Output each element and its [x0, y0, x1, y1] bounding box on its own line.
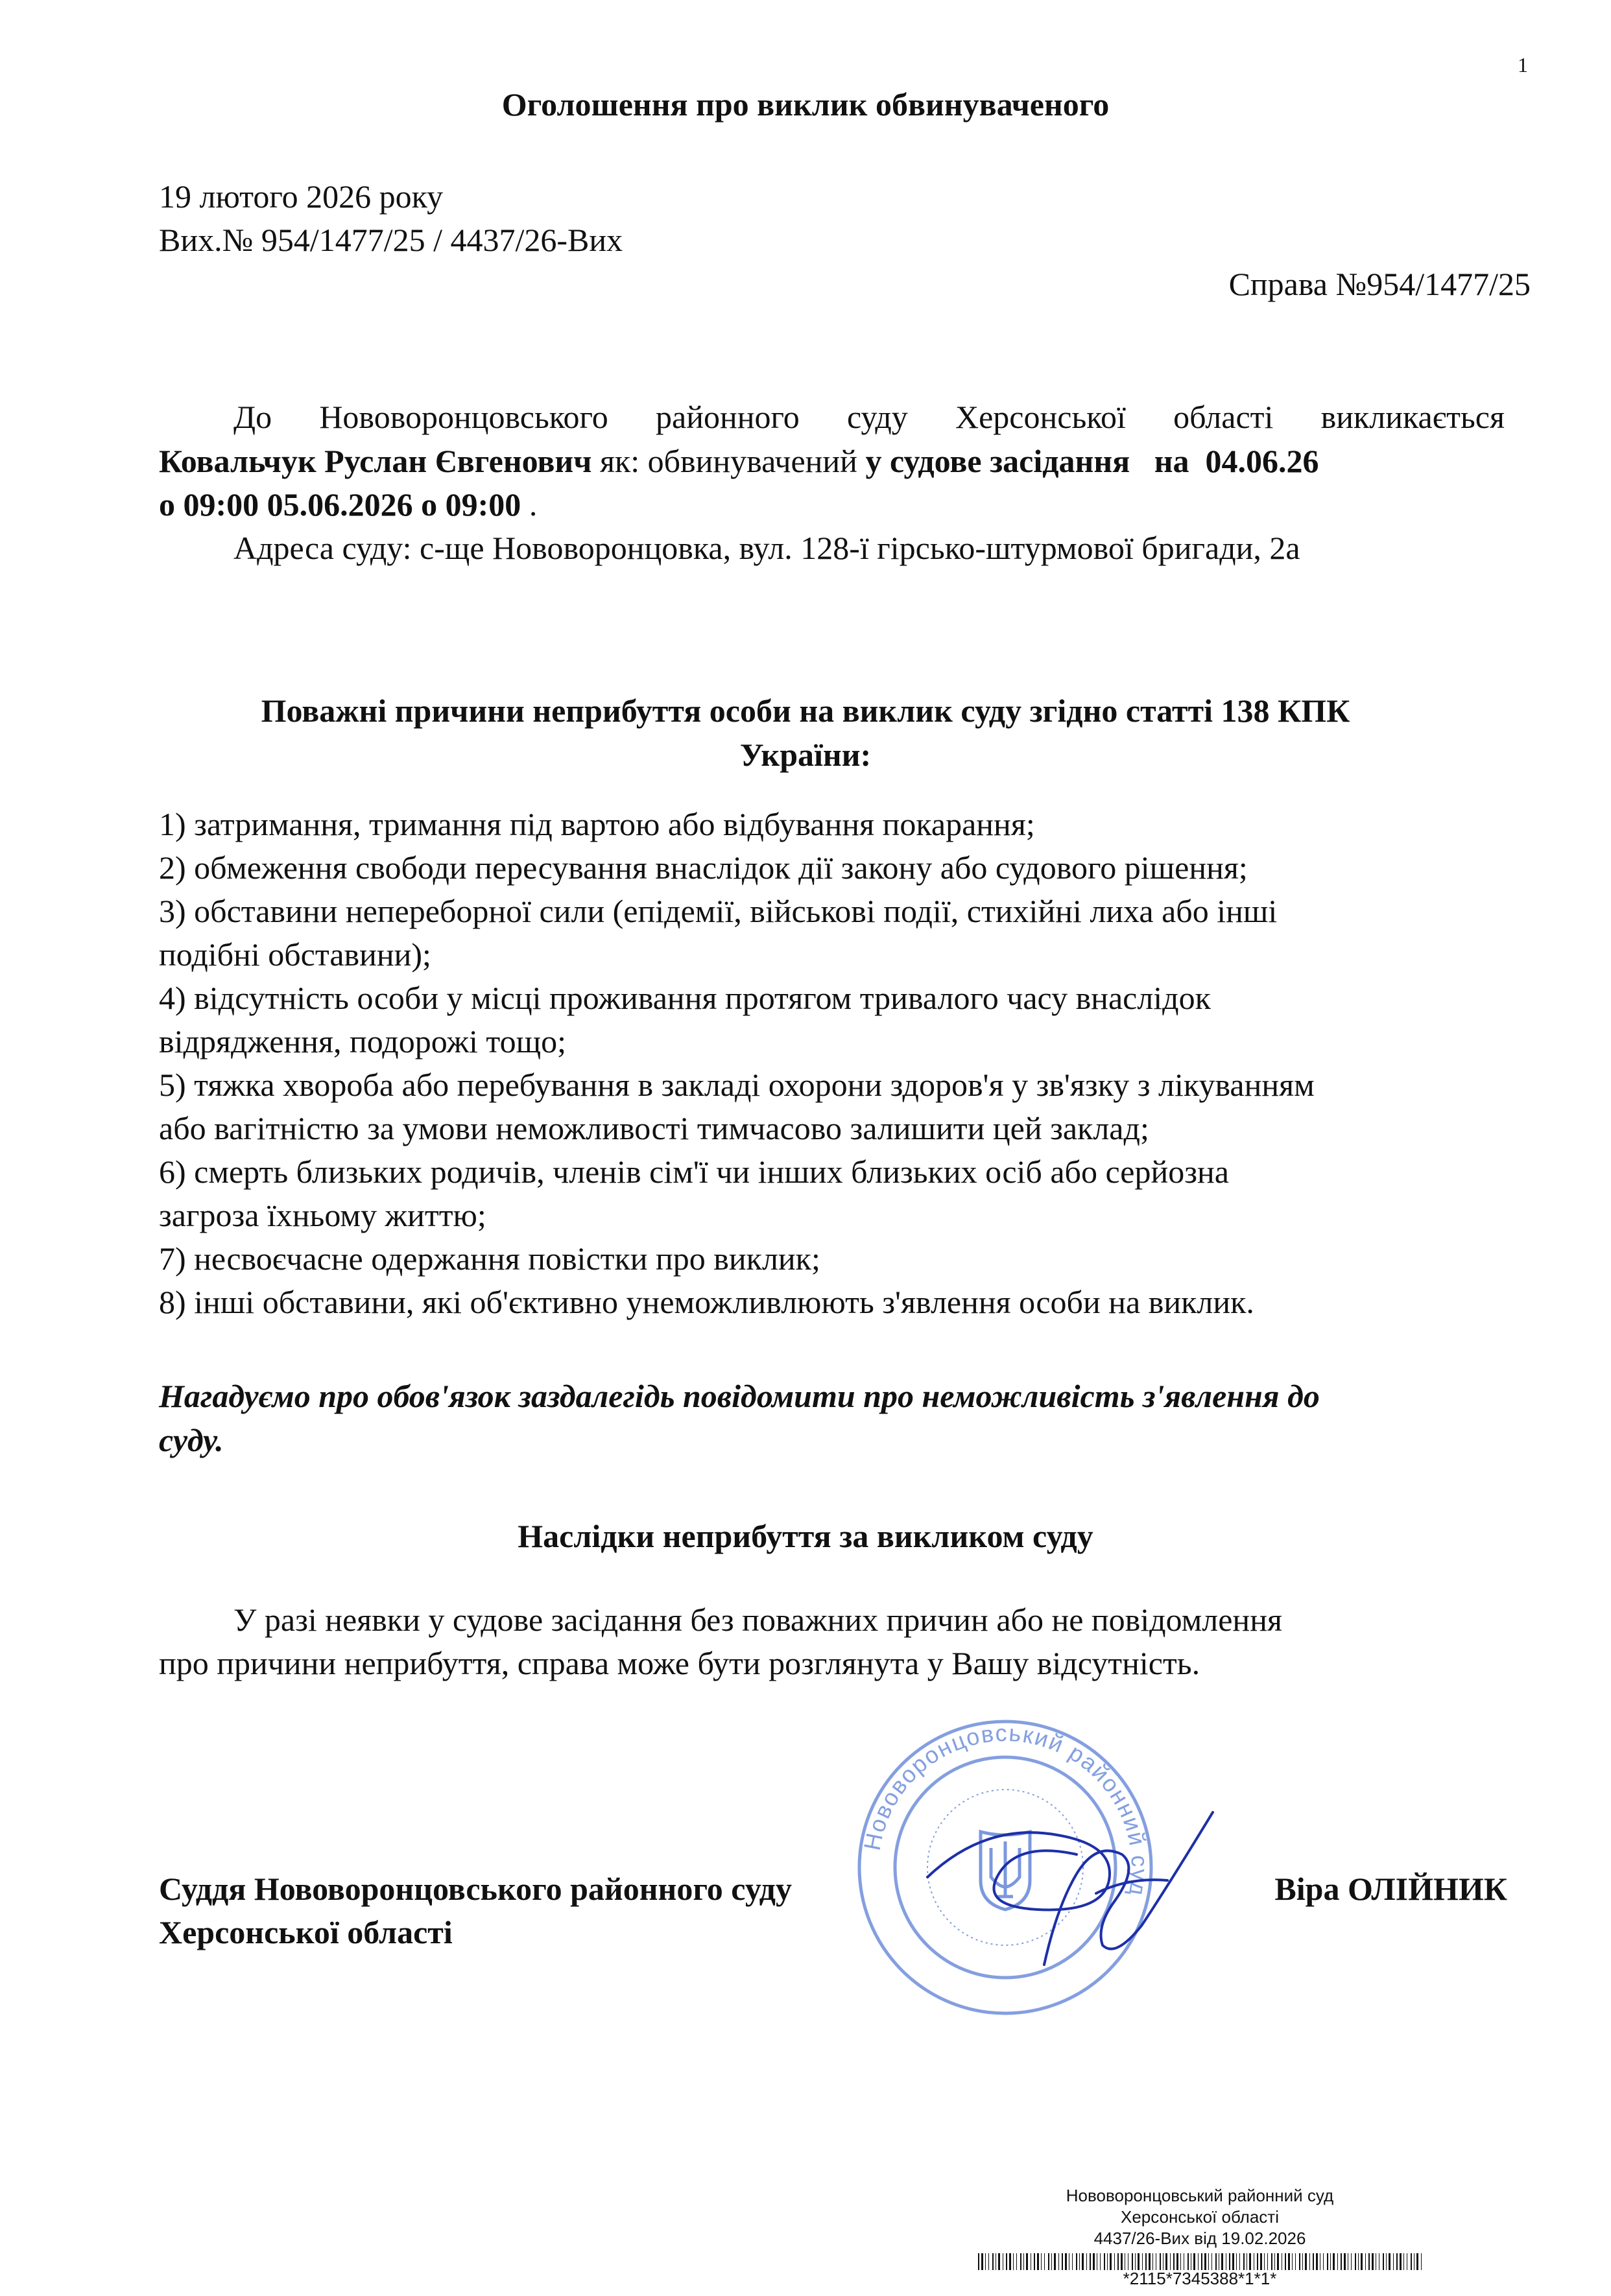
reason-line: подібні обставини);: [159, 936, 431, 973]
hearing-time: о 09:00 05.06.2026 о 09:00: [159, 486, 521, 523]
reason-line: відрядження, подорожі тощо;: [159, 1023, 567, 1059]
reason-line: 4) відсутність особи у місці проживання протягом тривалого часу внаслідок: [159, 980, 1211, 1016]
footer-registration: 4437/26-Вих від 19.02.2026: [1093, 2229, 1306, 2248]
stamp-text: Нововоронцовський районний суд: [858, 1719, 1154, 1899]
reason-line: або вагітністю за умови неможливості тимчасово залишити цей заклад;: [159, 1110, 1149, 1146]
summons-line-3: [159, 483, 537, 527]
reason-line: 7) несвоєчасне одержання повістки про виклик;: [159, 1240, 820, 1277]
summons-line-1: До Нововоронцовського районного суду Херсонської області викликається: [233, 399, 1505, 435]
outgoing-number: Вих.№ 954/1477/25 / 4437/26-Вих: [159, 222, 623, 258]
reminder-line-1: Нагадуємо про обов'язок заздалегідь повідомити про неможливість з'явлення до: [159, 1378, 1320, 1414]
judge-name: Віра ОЛІЙНИК: [1274, 1871, 1507, 1907]
consequences-line-1: У разі неявки у судове засідання без поважних причин або не повідомлення: [233, 1602, 1282, 1638]
judge-signature-icon: [908, 1764, 1232, 1984]
reason-line: 6) смерть близьких родичів, членів сім'ї чи інших близьких осіб або серйозна: [159, 1154, 1229, 1190]
hearing-time-end: .: [521, 486, 538, 523]
reason-line: загроза їхньому життю;: [159, 1197, 486, 1233]
reason-line: 1) затримання, тримання під вартою або відбування покарання;: [159, 806, 1035, 842]
judge-title-line-1: Суддя Нововоронцовського районного суду: [159, 1871, 792, 1907]
accused-role: як: обвинувачений: [591, 443, 866, 479]
accused-name: Ковальчук Руслан Євгенович: [159, 443, 592, 479]
document-date: 19 лютого 2026 року: [159, 178, 444, 215]
reason-line: 3) обставини непереборної сили (епідемії, військові події, стихійні лиха або інші: [159, 893, 1278, 929]
reason-line: 5) тяжка хвороба або перебування в закладі охорони здоров'я у зв'язку з лікуванням: [159, 1067, 1315, 1103]
hearing-date: у судове засідання на 04.06.26: [865, 443, 1319, 479]
case-number: Справа №954/1477/25: [1228, 266, 1531, 302]
footer-court-name: Нововоронцовський районний суд: [1066, 2186, 1334, 2205]
document-title: Оголошення про виклик обвинуваченого: [501, 86, 1110, 123]
judge-title-line-2: Херсонської області: [159, 1914, 453, 1950]
reason-line: 2) обмеження свободи пересування внаслідок дії закону або судового рішення;: [159, 849, 1248, 886]
reminder-line-2: суду.: [159, 1422, 224, 1458]
summons-line-2: [159, 440, 1319, 483]
consequences-heading: Наслідки неприбуття за викликом суду: [518, 1518, 1093, 1554]
footer-region: Херсонської області: [1121, 2207, 1279, 2227]
reasons-heading-line-1: Поважні причини неприбуття особи на виклик суду згідно статті 138 КПК: [261, 692, 1350, 729]
page-number: 1: [1518, 53, 1528, 77]
reason-line: 8) інші обставини, які об'єктивно унеможливлюють з'явлення особи на виклик.: [159, 1284, 1254, 1320]
consequences-line-2: про причини неприбуття, справа може бути розглянута у Вашу відсутність.: [159, 1645, 1200, 1681]
reasons-heading-line-2: України:: [739, 737, 872, 773]
court-address: Адреса суду: с-ще Нововоронцовка, вул. 128-ї гірсько-штурмової бригади, 2а: [233, 530, 1300, 566]
footer-barcode-text: *2115*7345388*1*1*: [1123, 2269, 1277, 2288]
